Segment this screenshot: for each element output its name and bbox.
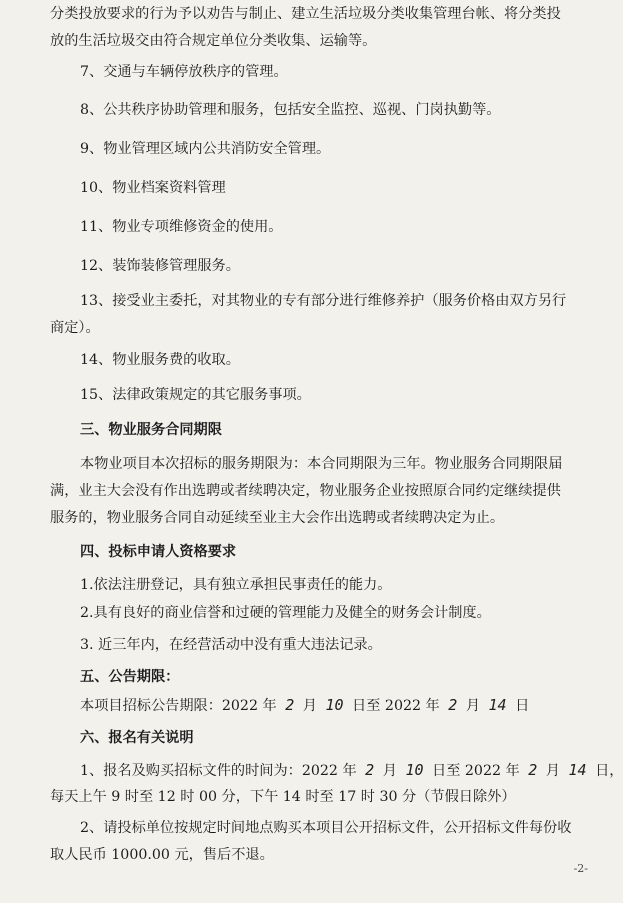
text: 日: [515, 698, 530, 714]
section-heading: 六、报名有关说明: [80, 730, 194, 746]
list-item: 10、物业档案资料管理: [80, 180, 226, 196]
paragraph-line: 本物业项目本次招标的服务期限为：本合同期限为三年。物业服务合同期限届: [80, 456, 563, 472]
list-item: 9、物业管理区域内公共消防安全管理。: [80, 141, 331, 157]
requirement-item: 2.具有良好的商业信誉和过硬的管理能力及健全的财务会计制度。: [80, 605, 491, 621]
registration-time: [80, 760, 623, 781]
handwritten-month: 2: [365, 761, 375, 779]
section-heading: 五、公告期限：: [80, 669, 180, 685]
requirement-item: 1.依法注册登记，具有独立承担民事责任的能力。: [80, 577, 392, 593]
section-heading: 三、物业服务合同期限: [80, 422, 222, 438]
handwritten-month: 2: [528, 761, 538, 779]
handwritten-day: 14: [488, 696, 507, 714]
text: 月: [302, 698, 317, 714]
handwritten-day: 10: [405, 761, 424, 779]
text: 1、报名及购买招标文件的时间为：2022 年: [80, 763, 357, 779]
text: 日至 2022 年: [432, 763, 520, 779]
text: 月: [382, 763, 397, 779]
text: 本项目招标公告期限：2022 年: [80, 698, 277, 714]
paragraph-line: 取人民币 1000.00 元，售后不退。: [50, 847, 274, 863]
paragraph-line: 满，业主大会没有作出选聘或者续聘决定，物业服务企业按照原合同约定继续提供: [50, 483, 561, 499]
paragraph-line: 服务的，物业服务合同自动延续至业主大会作出选聘或者续聘决定为止。: [50, 510, 505, 526]
handwritten-month: 2: [448, 696, 458, 714]
handwritten-month: 2: [285, 696, 295, 714]
requirement-item: 3. 近三年内，在经营活动中没有重大违法记录。: [80, 637, 382, 653]
announcement-period: [80, 695, 529, 716]
list-item: 13、接受业主委托，对其物业的专有部分进行维修养护（服务价格由双方另行: [80, 293, 567, 309]
list-item: 11、物业专项维修资金的使用。: [80, 219, 283, 235]
text: 日至 2022 年: [352, 698, 440, 714]
list-item-continuation: 商定）。: [50, 320, 100, 336]
list-item: 15、法律政策规定的其它服务事项。: [80, 387, 311, 403]
text: 日，: [595, 763, 623, 779]
list-item: 8、公共秩序协助管理和服务，包括安全监控、巡视、门岗执勤等。: [80, 102, 501, 118]
handwritten-day: 14: [568, 761, 587, 779]
section-heading: 四、投标申请人资格要求: [80, 544, 237, 560]
paragraph-line: 每天上午 9 时至 12 时 00 分，下午 14 时至 17 时 30 分（节假日除外）: [50, 789, 516, 805]
text: 月: [465, 698, 481, 714]
list-item: 12、装饰装修管理服务。: [80, 258, 240, 274]
list-item: 14、物业服务费的收取。: [80, 352, 240, 368]
handwritten-day: 10: [325, 696, 344, 714]
list-item: 7、交通与车辆停放秩序的管理。: [80, 64, 288, 80]
page-number: -2-: [573, 862, 588, 875]
body-line: 放的生活垃圾交由符合规定单位分类收集、运输等。: [50, 33, 377, 49]
body-line: 分类投放要求的行为予以劝告与制止、建立生活垃圾分类收集管理台帐、将分类投: [50, 6, 561, 22]
text: 月: [545, 763, 560, 779]
paragraph-line: 2、请投标单位按规定时间地点购买本项目公开招标文件，公开招标文件每份收: [80, 820, 572, 836]
